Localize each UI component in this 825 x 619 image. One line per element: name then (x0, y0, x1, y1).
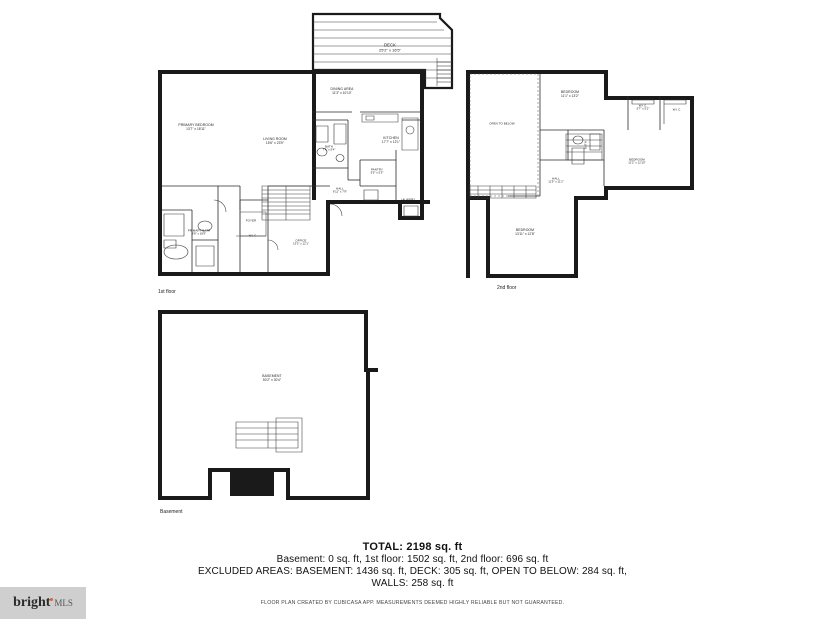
room-label-foyer: FOYER (245, 218, 257, 223)
room-label-office: OFFICE 13'3" x 12'1" (293, 238, 309, 247)
excluded-areas-line: EXCLUDED AREAS: BASEMENT: 1436 sq. ft, DECK: 305 sq. ft, OPEN TO BELOW: 284 sq. ft, (197, 566, 628, 577)
basement-outline (158, 310, 378, 500)
room-label-wic-second-b: W.I.C. (672, 107, 682, 112)
room-label-wic-second-a: W.I.C. 5'7" x 5'2" (636, 103, 650, 112)
room-label-wic-first: W.I.C. (248, 233, 258, 238)
room-label-bath-second: BATH (583, 141, 588, 149)
room-label-primary-bath: PRIMARY BATH 9'8" x 18'9" (187, 228, 211, 237)
second-floor-outline (466, 70, 694, 278)
first-floor-outline (158, 14, 452, 276)
room-label-laundry: LAUNDRY 10'4" x 5'5" (400, 197, 416, 206)
total-area-line: TOTAL: 2198 sq. ft (362, 541, 463, 553)
room-label-bedroom-right: BEDROOM 11'2" x 12'10" (628, 157, 646, 166)
floor-caption-basement: Basement (160, 509, 183, 515)
room-label-deck: DECK 25'2" x 16'5" (379, 42, 401, 53)
room-label-bath: BATH 7'4" x 5'4" (322, 144, 336, 153)
room-label-kitchen: KITCHEN 17'7" x 12'1" (381, 136, 401, 145)
floor-caption-first: 1st floor (158, 289, 176, 295)
room-label-pantry: PANTRY 5'9" x 5'5" (370, 167, 384, 176)
walls-line: WALLS: 258 sq. ft (371, 578, 454, 589)
room-label-bedroom-rear: BEDROOM 13'11" x 12'8" (515, 228, 535, 237)
area-summary (0, 541, 825, 589)
room-label-primary-bedroom: PRIMARY BEDROOM 13'7" x 18'11" (178, 123, 214, 132)
disclaimer-text: FLOOR PLAN CREATED BY CUBICASA APP. MEASUREMENTS DEEMED HIGHLY RELIABLE BUT NOT GUARANTEED. (260, 600, 565, 606)
watermark-suffix: MLS (54, 598, 73, 608)
room-label-living-room: LIVING ROOM 15'6" x 23'9" (263, 137, 287, 146)
floor-caption-second: 2nd floor (497, 285, 517, 291)
watermark-brand: bright (13, 595, 51, 610)
room-label-bedroom-front: BEDROOM 11'1" x 13'2" (560, 90, 580, 99)
watermark-dot-icon (50, 598, 53, 601)
floor-breakdown-line: Basement: 0 sq. ft, 1st floor: 1502 sq. ft, 2nd floor: 696 sq. ft (276, 554, 549, 565)
room-label-hall: HALL 6'11" x 7'9" (332, 186, 348, 195)
room-label-open-to-below: OPEN TO BELOW (489, 121, 515, 126)
bright-mls-watermark (0, 587, 86, 619)
room-label-dining-area: DINING AREA 11'3" x 10'10" (330, 87, 354, 96)
room-label-hall-second: HALL 11'9" x 11'2" (548, 176, 564, 185)
room-label-basement: BASEMENT 50'2" x 30'4" (262, 374, 282, 383)
